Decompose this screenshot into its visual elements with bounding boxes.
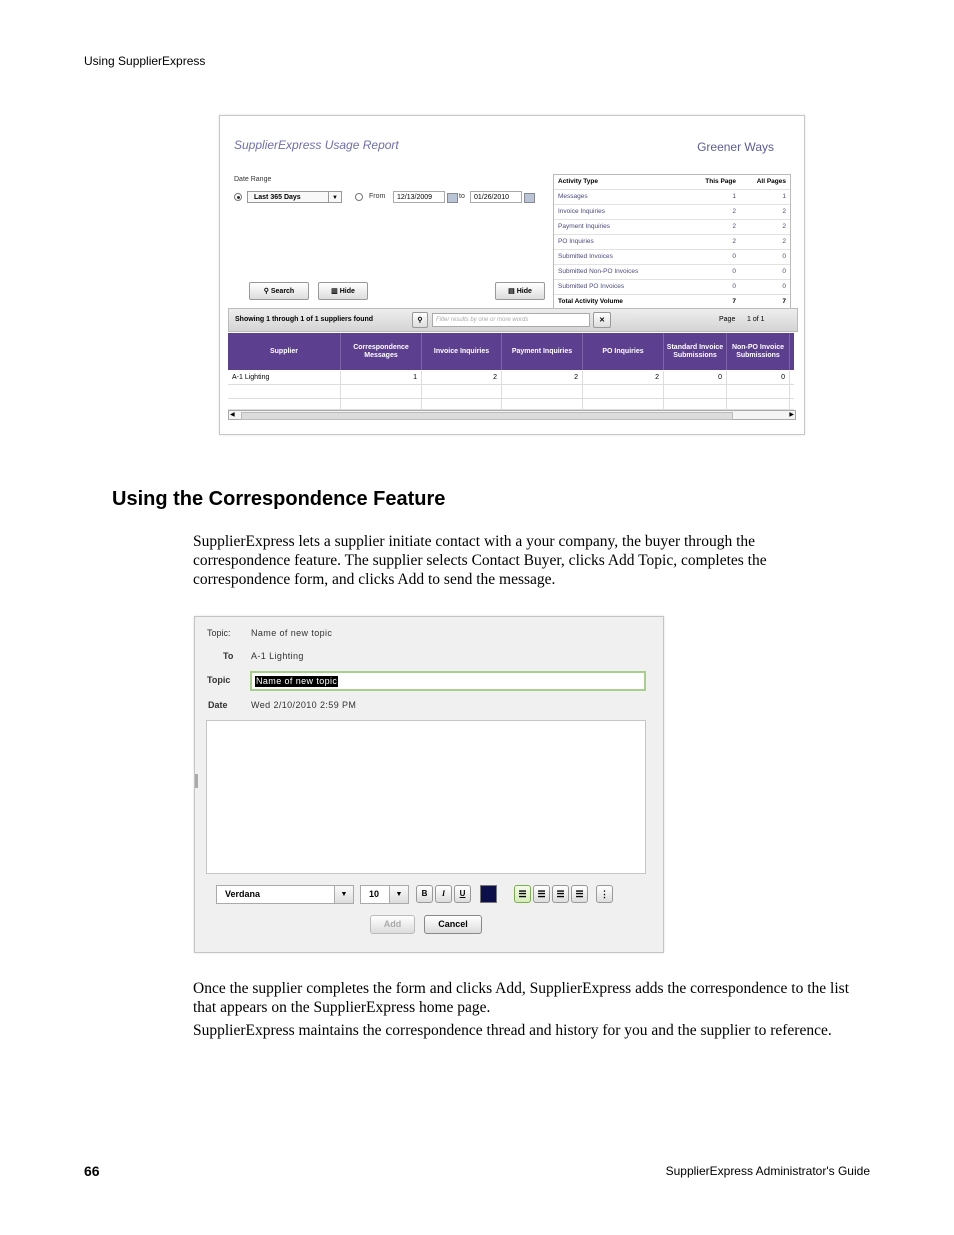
hide-button[interactable] (318, 282, 368, 300)
results-toolbar (228, 308, 798, 332)
cell-po-inquiries: 2 (583, 371, 664, 384)
chevron-down-icon: ▼ (389, 886, 408, 903)
col-payment-inquiries[interactable]: Payment Inquiries (502, 333, 583, 370)
horizontal-scrollbar[interactable] (228, 410, 796, 420)
page-value: 1 of 1 (747, 316, 765, 323)
activity-this-page: 2 (732, 238, 736, 245)
cell-supplier: A-1 Lighting (228, 371, 341, 384)
resize-grip[interactable] (195, 774, 198, 788)
align-left-icon[interactable]: ☰ (514, 885, 531, 903)
activity-this-page: 7 (732, 298, 736, 305)
brand-name: Greener Ways (697, 140, 774, 154)
running-header: Using SupplierExpress (84, 54, 206, 68)
to-value: A-1 Lighting (251, 651, 304, 661)
activity-type: Payment Inquiries (558, 223, 611, 230)
col-standard-invoice[interactable]: Standard Invoice Submissions (664, 333, 727, 370)
align-center-icon[interactable]: ☰ (533, 885, 550, 903)
scroll-thumb[interactable] (241, 412, 733, 420)
clear-filter-icon[interactable]: ✕ (593, 312, 611, 328)
activity-type: Total Activity Volume (558, 298, 623, 305)
cell-invoice-inquiries: 2 (422, 371, 502, 384)
add-button[interactable]: Add (370, 915, 415, 934)
activity-all-pages: 2 (782, 208, 786, 215)
calendar-icon[interactable] (447, 193, 458, 203)
align-right-icon[interactable]: ☰ (552, 885, 569, 903)
cancel-button[interactable]: Cancel (424, 915, 482, 934)
activity-row (554, 235, 790, 250)
date-range-label: Date Range (234, 176, 272, 183)
table-row[interactable] (228, 371, 794, 385)
activity-row (554, 265, 790, 280)
text-color-picker[interactable] (480, 885, 497, 903)
chevron-down-icon: ▼ (334, 886, 353, 903)
to-label: To (223, 651, 234, 661)
font-family-value: Verdana (225, 889, 261, 899)
scroll-left-icon[interactable]: ◀ (230, 412, 235, 418)
date-label: Date (208, 700, 228, 710)
activity-all-pages: 2 (782, 238, 786, 245)
chevron-down-icon: ▼ (328, 192, 341, 202)
col-this-page: This Page (705, 178, 736, 185)
activity-row (554, 205, 790, 220)
date-value: Wed 2/10/2010 2:59 PM (251, 700, 357, 710)
range-select-value: Last 365 Days (254, 194, 301, 201)
col-supplier[interactable]: Supplier (228, 333, 341, 370)
panel-icon: ▥ (331, 288, 338, 295)
activity-this-page: 1 (732, 193, 736, 200)
activity-type: Submitted Non-PO Invoices (558, 268, 639, 275)
activity-this-page: 0 (732, 283, 736, 290)
activity-this-page: 0 (732, 253, 736, 260)
activity-type: Submitted Invoices (558, 253, 613, 260)
search-icon: ⚲ (263, 288, 269, 295)
table-row-empty (228, 399, 794, 410)
activity-type: Messages (558, 193, 588, 200)
message-body-editor[interactable] (206, 720, 646, 874)
suppliers-grid-header (228, 333, 794, 370)
topic-input-value: Name of new topic (256, 676, 338, 686)
activity-all-pages: 7 (782, 298, 786, 305)
col-activity-type: Activity Type (558, 178, 598, 185)
section-title: Using the Correspondence Feature (112, 488, 446, 510)
hide-button-label: Hide (339, 288, 355, 295)
to-label: to (459, 193, 465, 200)
activity-table (553, 174, 791, 311)
col-all-pages: All Pages (756, 178, 786, 185)
font-family-select[interactable] (216, 885, 354, 904)
activity-this-page: 2 (732, 223, 736, 230)
search-button[interactable] (249, 282, 309, 300)
from-date-input[interactable]: 12/13/2009 (393, 191, 445, 203)
col-non-po-invoice[interactable]: Non-PO Invoice Submissions (727, 333, 790, 370)
activity-type: PO Inquiries (558, 238, 594, 245)
activity-row (554, 250, 790, 265)
paragraph-history: SupplierExpress maintains the correspondence thread and history for you and the supplier to reference. (193, 1022, 832, 1039)
search-button-label: Search (270, 288, 295, 295)
activity-type: Invoice Inquiries (558, 208, 605, 215)
activity-all-pages: 1 (782, 193, 786, 200)
results-count-text: Showing 1 through 1 of 1 suppliers found (235, 316, 374, 323)
hide-activity-button-label: Hide (516, 288, 532, 295)
range-select[interactable] (247, 191, 342, 203)
activity-row (554, 190, 790, 205)
bullet-list-icon[interactable]: ⋮ (596, 885, 613, 903)
font-size-select[interactable] (360, 885, 409, 904)
col-invoice-inquiries[interactable]: Invoice Inquiries (422, 333, 502, 370)
correspondence-form-screenshot (194, 616, 664, 953)
activity-all-pages: 2 (782, 223, 786, 230)
range-radio[interactable] (234, 193, 242, 201)
topic-header-value: Name of new topic (251, 628, 333, 638)
cell-payment-inquiries: 2 (502, 371, 583, 384)
activity-all-pages: 0 (782, 283, 786, 290)
activity-all-pages: 0 (782, 253, 786, 260)
bold-button[interactable]: B (416, 885, 433, 903)
topic-header-label: Topic: (207, 628, 231, 638)
filter-input[interactable]: Filter results by one or more words (432, 313, 590, 327)
col-po-inquiries[interactable]: PO Inquiries (583, 333, 664, 370)
footer-guide-title: SupplierExpress Administrator's Guide (665, 1164, 870, 1178)
activity-this-page: 0 (732, 268, 736, 275)
filter-search-icon[interactable]: ⚲ (412, 312, 428, 328)
col-correspondence[interactable]: Correspondence Messages (341, 333, 422, 370)
font-size-value: 10 (369, 889, 380, 899)
panel-icon: ▤ (508, 288, 515, 295)
usage-report-screenshot (219, 115, 805, 435)
from-label: From (369, 193, 386, 200)
from-radio[interactable] (355, 193, 363, 201)
justify-icon[interactable]: ☰ (571, 885, 588, 903)
activity-all-pages: 0 (782, 268, 786, 275)
activity-type: Submitted PO Invoices (558, 283, 625, 290)
italic-button[interactable]: I (435, 885, 452, 903)
to-date-input[interactable]: 01/26/2010 (470, 191, 522, 203)
table-row-empty (228, 385, 794, 399)
topic-input[interactable] (250, 671, 646, 691)
cell-non-po-invoice: 0 (727, 371, 790, 384)
report-title: SupplierExpress Usage Report (234, 138, 399, 152)
activity-this-page: 2 (732, 208, 736, 215)
topic-label: Topic (207, 675, 231, 685)
page-number: 66 (84, 1163, 100, 1179)
cell-correspondence: 1 (341, 371, 422, 384)
scroll-right-icon[interactable]: ▶ (789, 412, 794, 418)
paragraph-after-form: Once the supplier completes the form and clicks Add, SupplierExpress adds the correspondence to the list that appears on the SupplierExpress home page. (193, 980, 849, 1016)
intro-paragraph: SupplierExpress lets a supplier initiate contact with a your company, the buyer through the correspondence feature. The supplier selects Contact Buyer, clicks Add Topic, completes the correspondence form, and clicks Add to send the message. (193, 533, 767, 588)
activity-row (554, 280, 790, 295)
activity-table-header (554, 175, 790, 190)
activity-row (554, 220, 790, 235)
hide-activity-button[interactable] (495, 282, 545, 300)
cell-standard-invoice: 0 (664, 371, 727, 384)
underline-button[interactable]: U (454, 885, 471, 903)
calendar-icon[interactable] (524, 193, 535, 203)
page-label: Page (719, 316, 736, 323)
